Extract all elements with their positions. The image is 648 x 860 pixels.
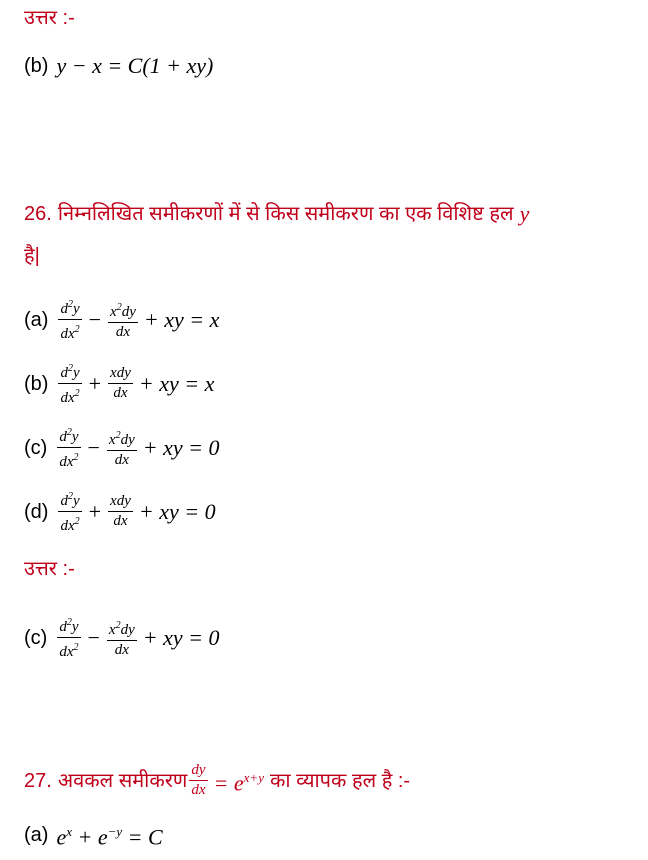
option-label: (c) xyxy=(24,626,48,649)
option-expression: $e^x + e^{-y} = C$ xyxy=(56,824,163,850)
first-derivative-fraction: $\frac{\text{xdy}}{dx}$ xyxy=(110,365,131,401)
operator: + xyxy=(88,498,102,524)
prev-answer-line xyxy=(24,52,213,80)
operator: + xyxy=(88,370,102,396)
equation-remainder: + xy = x xyxy=(138,370,215,396)
option-label: (a) xyxy=(24,308,49,331)
question-text: निम्नलिखित समीकरणों में से किस समीकरण का एक विशिष्ट हल xyxy=(57,203,514,225)
option-d xyxy=(24,488,216,535)
first-derivative-fraction: $\frac{x^2dy}{dx}$ xyxy=(107,427,137,469)
question-number: 27. xyxy=(24,769,52,792)
first-derivative-fraction: $\frac{x^2dy}{dx}$ xyxy=(108,299,138,341)
question-text: अवकल समीकरण xyxy=(57,769,188,792)
first-derivative-fraction: $\frac{\text{xdy}}{dx}$ xyxy=(110,493,131,529)
option-label: (a) xyxy=(24,823,49,846)
option-label: (c) xyxy=(24,436,48,459)
answer-expression: y − x = C(1 + xy) xyxy=(56,53,214,78)
equation-remainder: + xy = 0 xyxy=(142,624,220,650)
second-derivative-fraction: $\frac{d^2y}{dx^2}$ xyxy=(58,360,81,407)
second-derivative-fraction: $\frac{d^2y}{dx^2}$ xyxy=(57,614,80,661)
equation-remainder: + xy = 0 xyxy=(138,498,216,524)
question-27-option-a xyxy=(24,818,163,851)
option-label: (b) xyxy=(24,372,49,395)
second-derivative-fraction: $\frac{d^2y}{dx^2}$ xyxy=(58,296,81,343)
question-text-tail: का व्यापक हल है :- xyxy=(269,769,411,792)
fraction-denominator: dx xyxy=(191,782,206,798)
option-b xyxy=(24,360,214,407)
derivative-fraction xyxy=(189,762,207,799)
option-label: (d) xyxy=(24,500,49,523)
option-label: (b) xyxy=(24,55,49,77)
equation-remainder: + xy = 0 xyxy=(142,434,220,460)
question-number: 26. xyxy=(24,203,52,225)
operator: − xyxy=(87,434,100,460)
fraction-numerator: dy xyxy=(189,762,207,781)
equation-remainder: + xy = x xyxy=(143,306,220,332)
answer-label-prev xyxy=(24,4,75,32)
exponent: x+y xyxy=(243,769,264,785)
equation-equals: = $e^{x+y}$ xyxy=(213,769,264,796)
question-text-continued: है| xyxy=(24,245,40,267)
answer-label-text: उत्तर :- xyxy=(24,558,75,580)
option-c xyxy=(24,424,220,471)
operator: − xyxy=(87,624,100,650)
question-27-line xyxy=(24,762,410,799)
second-derivative-fraction: $\frac{d^2y}{dx^2}$ xyxy=(57,424,80,471)
answer-label-26 xyxy=(24,555,75,583)
question-26-line-1 xyxy=(24,200,529,228)
answer-label-text: उत्तर :- xyxy=(24,7,75,29)
question-26-line-2 xyxy=(24,242,40,270)
question-variable: y xyxy=(519,201,530,226)
option-a xyxy=(24,296,219,343)
second-derivative-fraction: $\frac{d^2y}{dx^2}$ xyxy=(58,488,81,535)
operator: − xyxy=(88,306,102,332)
first-derivative-fraction: $\frac{x^2dy}{dx}$ xyxy=(107,617,137,659)
answer-option xyxy=(24,614,220,661)
